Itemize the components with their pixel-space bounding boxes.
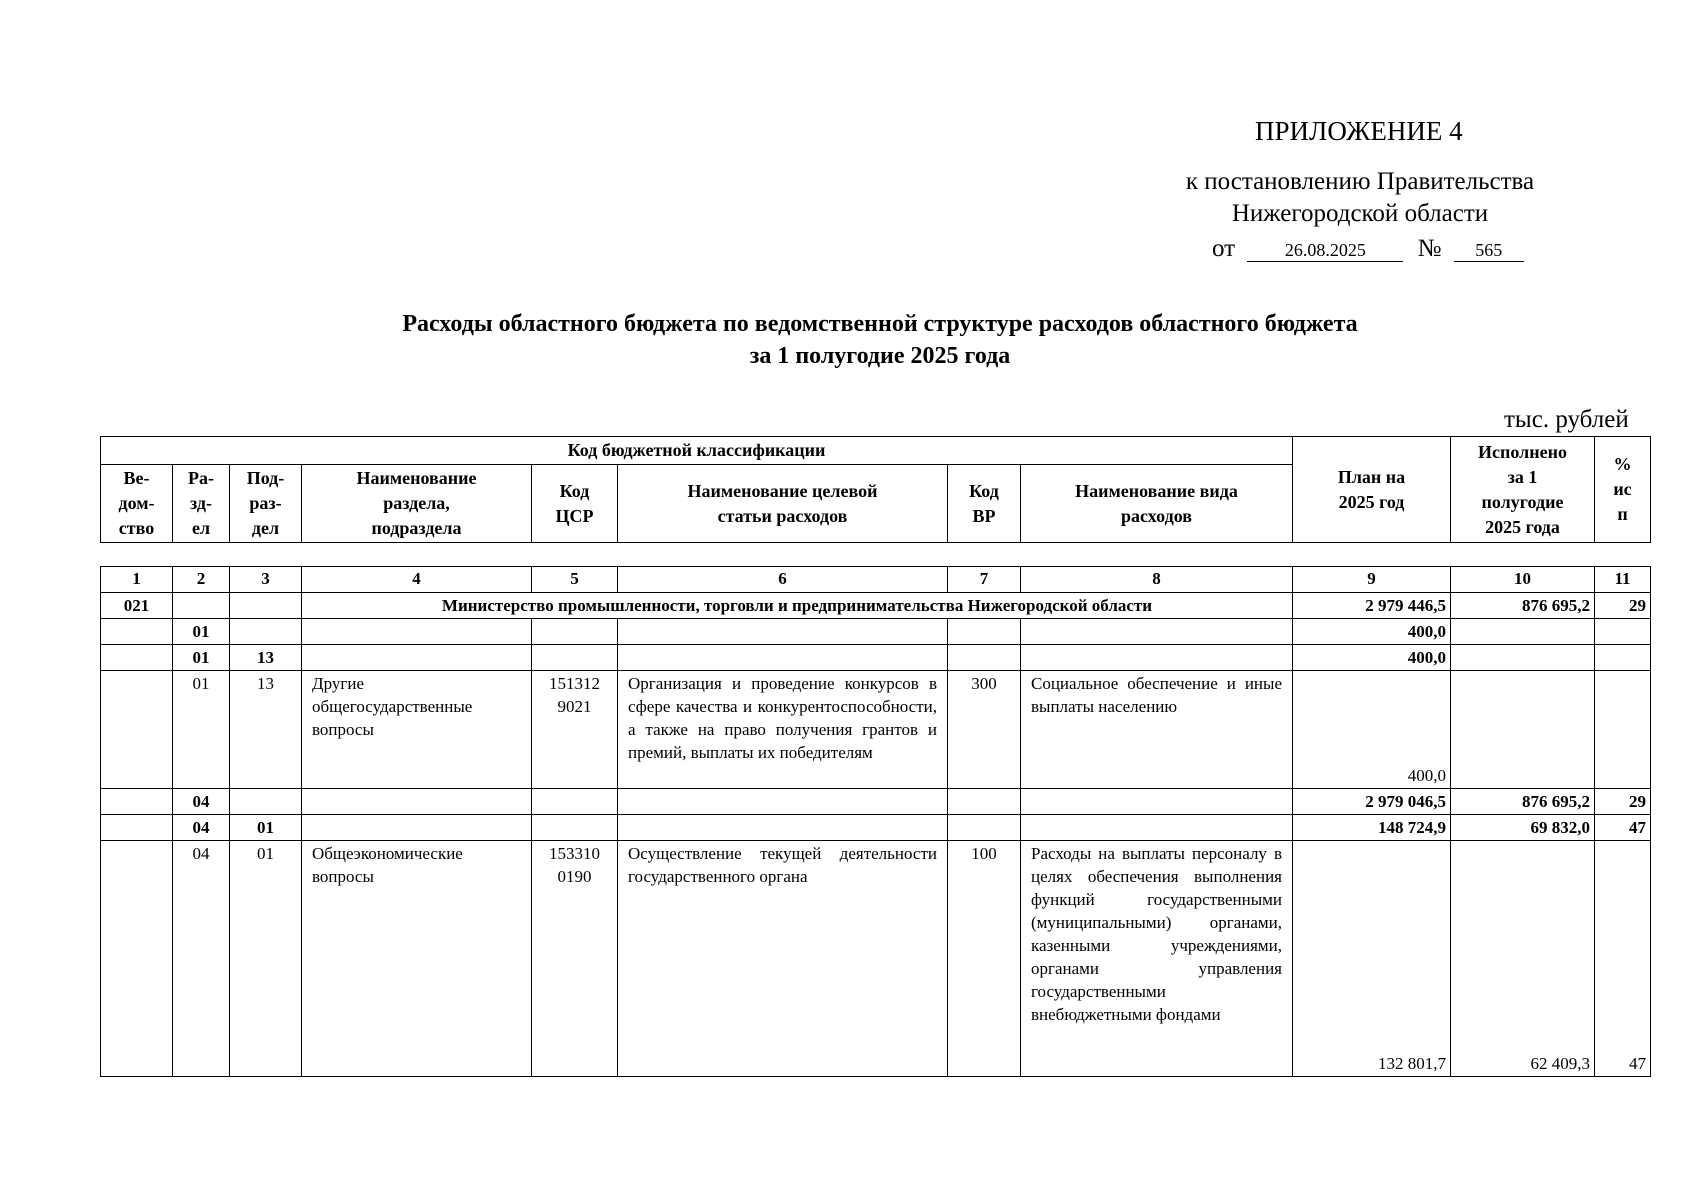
- vedomstvo-cell: [101, 645, 173, 671]
- podrazdel-cell: [230, 619, 302, 645]
- executed-cell: [1451, 671, 1595, 789]
- vedomstvo-cell: [101, 815, 173, 841]
- vedomstvo-cell: [101, 789, 173, 815]
- header-table: [100, 436, 1651, 543]
- column-number: 9: [1293, 567, 1451, 593]
- col-header-target-name: [618, 465, 948, 543]
- target-name-cell: Организация и проведение конкурсов в сфере качества и конкурентоспособности, а также на право получения грантов и премий, выплаты их победителям: [618, 671, 948, 789]
- unit-label: тыс. рублей: [1504, 406, 1629, 433]
- table-row: [101, 841, 1651, 1077]
- col-header-vedomstvo-text: Ве- дом- ство: [118, 468, 155, 538]
- budget-classification-header: Код бюджетной классификации: [101, 437, 1293, 465]
- col-header-section-name: [302, 465, 532, 543]
- podrazdel-cell: [230, 789, 302, 815]
- razdel-cell: 01: [173, 619, 230, 645]
- col-header-vr: [948, 465, 1021, 543]
- column-number: 8: [1021, 567, 1293, 593]
- resolution-number: 565: [1454, 239, 1524, 262]
- podrazdel-cell: 13: [230, 645, 302, 671]
- razdel-cell: 04: [173, 841, 230, 1077]
- percent-cell: [1595, 671, 1651, 789]
- ministry-name-cell: Министерство промышленности, торговли и предпринимательства Нижегородской области: [302, 593, 1293, 619]
- vedomstvo-cell: 021: [101, 593, 173, 619]
- vr-name-cell: [1021, 815, 1293, 841]
- vr-name-cell: [1021, 645, 1293, 671]
- column-number: 6: [618, 567, 948, 593]
- percent-cell: 29: [1595, 789, 1651, 815]
- table-row: [101, 593, 1651, 619]
- vr-name-cell: Социальное обеспечение и иные выплаты населению: [1021, 671, 1293, 789]
- col-header-section-name-text: Наименование раздела, подраздела: [356, 468, 477, 538]
- csr-cell: [532, 619, 618, 645]
- date-prefix: от: [1212, 235, 1236, 262]
- razdel-cell: [173, 593, 230, 619]
- percent-cell: 47: [1595, 841, 1651, 1077]
- section-name-cell: Другие общегосударственные вопросы: [302, 671, 532, 789]
- section-name-cell: [302, 645, 532, 671]
- col-header-executed-text: Исполнено за 1 полугодие 2025 года: [1478, 441, 1567, 537]
- section-name-cell: [302, 789, 532, 815]
- vr-cell: 100: [948, 841, 1021, 1077]
- target-name-cell: [618, 645, 948, 671]
- table-row: [101, 789, 1651, 815]
- col-header-vr-name-text: Наименование вида расходов: [1075, 480, 1238, 526]
- plan-cell: 400,0: [1293, 619, 1451, 645]
- vr-cell: [948, 619, 1021, 645]
- col-header-razdel-text: Ра- зд- ел: [188, 468, 214, 538]
- vr-name-cell: Расходы на выплаты персоналу в целях обеспечения выполнения функций государственными (муниципальными) органами, казенными учреждениями, органами управления государственными внебюджетными фондами: [1021, 841, 1293, 1077]
- vr-cell: 300: [948, 671, 1021, 789]
- col-header-target-name-text: Наименование целевой статьи расходов: [687, 480, 878, 526]
- table-row: [101, 645, 1651, 671]
- column-number: 4: [302, 567, 532, 593]
- col-header-plan-text: План на 2025 год: [1337, 466, 1406, 512]
- plan-cell: 132 801,7: [1293, 841, 1451, 1077]
- podrazdel-cell: 13: [230, 671, 302, 789]
- table-row: [101, 815, 1651, 841]
- number-sign: №: [1417, 235, 1442, 262]
- podrazdel-cell: 01: [230, 815, 302, 841]
- csr-cell: 153310 0190: [532, 841, 618, 1077]
- vedomstvo-cell: [101, 671, 173, 789]
- executed-cell: 69 832,0: [1451, 815, 1595, 841]
- razdel-cell: 01: [173, 671, 230, 789]
- col-header-razdel: [173, 465, 230, 543]
- col-header-percent: [1595, 437, 1651, 543]
- column-number: 7: [948, 567, 1021, 593]
- resolution-line: к постановлению Правительства: [1185, 168, 1535, 195]
- table-row: [101, 619, 1651, 645]
- appendix-label: ПРИЛОЖЕНИЕ 4: [1255, 116, 1463, 146]
- vr-cell: [948, 815, 1021, 841]
- title-line-2: за 1 полугодие 2025 года: [749, 343, 1011, 369]
- vr-cell: [948, 645, 1021, 671]
- section-name-cell: Общеэкономические вопросы: [302, 841, 532, 1077]
- plan-cell: 400,0: [1293, 671, 1451, 789]
- col-header-percent-text: % ис п: [1613, 454, 1632, 524]
- col-header-podrazdel: [230, 465, 302, 543]
- column-numbers-row: [101, 567, 1651, 593]
- target-name-cell: [618, 789, 948, 815]
- col-header-vr-name: [1021, 465, 1293, 543]
- col-header-vr-text: Код ВР: [969, 480, 999, 526]
- column-number: 11: [1595, 567, 1651, 593]
- resolution-reference: [1140, 166, 1580, 230]
- percent-cell: [1595, 645, 1651, 671]
- executed-cell: 876 695,2: [1451, 789, 1595, 815]
- executed-cell: [1451, 619, 1595, 645]
- plan-cell: 148 724,9: [1293, 815, 1451, 841]
- vr-cell: [948, 789, 1021, 815]
- vedomstvo-cell: [101, 841, 173, 1077]
- column-number: 1: [101, 567, 173, 593]
- resolution-date: 26.08.2025: [1247, 239, 1403, 262]
- column-number: 3: [230, 567, 302, 593]
- csr-cell: 151312 9021: [532, 671, 618, 789]
- podrazdel-cell: [230, 593, 302, 619]
- vedomstvo-cell: [101, 619, 173, 645]
- vr-name-cell: [1021, 789, 1293, 815]
- csr-cell: [532, 645, 618, 671]
- column-number: 10: [1451, 567, 1595, 593]
- column-number: 5: [532, 567, 618, 593]
- table-row: [101, 671, 1651, 789]
- csr-cell: [532, 815, 618, 841]
- razdel-cell: 04: [173, 815, 230, 841]
- column-number: 2: [173, 567, 230, 593]
- vr-name-cell: [1021, 619, 1293, 645]
- data-table: [100, 566, 1651, 1077]
- title-line-1: Расходы областного бюджета по ведомственной структуре расходов областного бюджета: [402, 311, 1358, 337]
- col-header-podrazdel-text: Под- раз- дел: [246, 468, 285, 538]
- csr-cell: [532, 789, 618, 815]
- section-name-cell: [302, 619, 532, 645]
- executed-cell: 876 695,2: [1451, 593, 1595, 619]
- col-header-vedomstvo: [101, 465, 173, 543]
- percent-cell: [1595, 619, 1651, 645]
- percent-cell: 29: [1595, 593, 1651, 619]
- plan-cell: 2 979 446,5: [1293, 593, 1451, 619]
- section-name-cell: [302, 815, 532, 841]
- date-number-line: [1212, 235, 1524, 263]
- col-header-plan: [1293, 437, 1451, 543]
- plan-cell: 2 979 046,5: [1293, 789, 1451, 815]
- razdel-cell: 01: [173, 645, 230, 671]
- target-name-cell: [618, 619, 948, 645]
- podrazdel-cell: 01: [230, 841, 302, 1077]
- resolution-line: Нижегородской области: [1231, 200, 1489, 227]
- plan-cell: 400,0: [1293, 645, 1451, 671]
- target-name-cell: [618, 815, 948, 841]
- executed-cell: 62 409,3: [1451, 841, 1595, 1077]
- col-header-csr: [532, 465, 618, 543]
- col-header-executed: [1451, 437, 1595, 543]
- document-title: [0, 308, 1697, 372]
- razdel-cell: 04: [173, 789, 230, 815]
- percent-cell: 47: [1595, 815, 1651, 841]
- executed-cell: [1451, 645, 1595, 671]
- col-header-csr-text: Код ЦСР: [555, 480, 594, 526]
- target-name-cell: Осуществление текущей деятельности государственного органа: [618, 841, 948, 1077]
